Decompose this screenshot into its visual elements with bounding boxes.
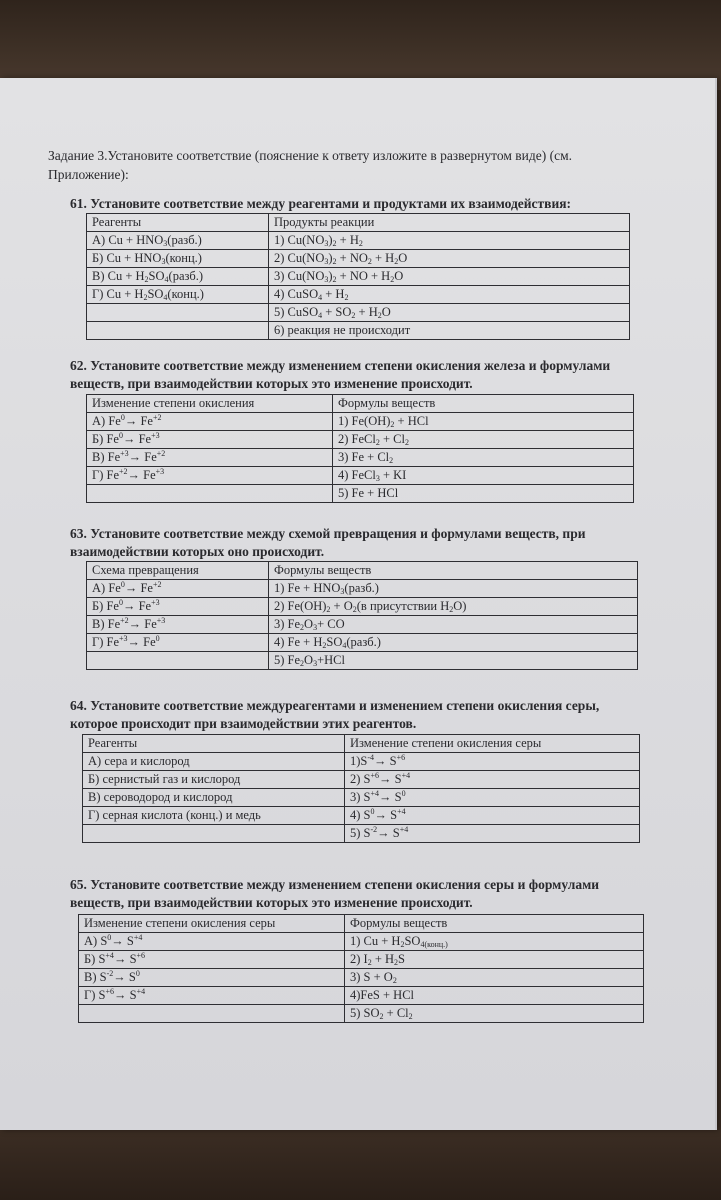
left-cell: В) $Fe^{+2}\to Fe^{+3}$ — [87, 616, 269, 634]
right-cell: 4) $Fe + H_2SO_4(разб.)$ — [269, 634, 638, 652]
right-cell: 4) $S^0\to S^{+4}$ — [345, 807, 640, 825]
left-column-header: Реагенты — [87, 214, 269, 232]
question-64-table — [82, 734, 640, 843]
table-row — [87, 598, 638, 616]
table-row — [83, 825, 640, 843]
table-row — [79, 933, 644, 951]
left-cell — [87, 485, 333, 503]
left-cell: Г) $Fe^{+3}\to Fe^0$ — [87, 634, 269, 652]
left-cell: Б) $S^{+4}\to S^{+6}$ — [79, 951, 345, 969]
question-number: 61. — [70, 196, 87, 211]
left-cell: А) $Fe^0\to Fe^{+2}$ — [87, 413, 333, 431]
question-62-title — [70, 357, 660, 393]
question-text: Установите соответствие междуреагентами и изменением степени окисления серы, которое происходит при взаимодействии этих реагентов. — [70, 698, 600, 731]
header-row — [87, 395, 634, 413]
table-row — [87, 232, 630, 250]
right-cell: 5) $SO_2 + Cl_2$ — [345, 1005, 644, 1023]
left-column-header: Изменение степени окисления серы — [79, 915, 345, 933]
table-row — [79, 987, 644, 1005]
question-number: 64. — [70, 698, 87, 713]
right-cell: 6) реакция не происходит — [269, 322, 630, 340]
question-number: 62. — [70, 358, 87, 373]
table-row — [83, 753, 640, 771]
right-cell: 2) $I_2 + H_2S$ — [345, 951, 644, 969]
left-cell: Б) $Cu + HNO_3(конц.)$ — [87, 250, 269, 268]
left-cell — [87, 304, 269, 322]
table-row — [79, 951, 644, 969]
right-column-header: Формулы веществ — [333, 395, 634, 413]
right-cell: 4) FeCl$_3$ + KI — [333, 467, 634, 485]
right-column-header: Формулы веществ — [269, 562, 638, 580]
question-63-table — [86, 561, 638, 670]
right-cell: 3) $S + O_2$ — [345, 969, 644, 987]
question-text: Установите соответствие между изменением степени окисления серы и формулами веществ, при взаимодействии которых это изменение происходит. — [70, 877, 600, 910]
table-row — [87, 467, 634, 485]
table-row — [87, 268, 630, 286]
left-cell — [87, 652, 269, 670]
table-row — [79, 969, 644, 987]
table-row — [83, 789, 640, 807]
right-cell: 5) CuSO$_4$ + $SO_2 + H_2O$ — [269, 304, 630, 322]
question-61-table — [86, 213, 630, 340]
question-number: 65. — [70, 877, 87, 892]
left-cell — [79, 1005, 345, 1023]
right-cell: 3) $S^{+4}\to S^0$ — [345, 789, 640, 807]
left-cell: А) $Cu + HNO_3(разб.)$ — [87, 232, 269, 250]
question-65-table — [78, 914, 644, 1023]
right-cell: 5) Fe + HCl — [333, 485, 634, 503]
left-cell: Г) $S^{+6}\to S^{+4}$ — [79, 987, 345, 1005]
left-cell: В) $Fe^{+3}\to Fe^{+2}$ — [87, 449, 333, 467]
right-cell: 3) $Fe + Cl_2$ — [333, 449, 634, 467]
left-cell: Г) $Cu + H_2SO_4(конц.)$ — [87, 286, 269, 304]
table-row — [87, 322, 630, 340]
right-cell: 2) $Cu(NO_3)_2 + NO_2 + H_2O$ — [269, 250, 630, 268]
table-row — [87, 652, 638, 670]
question-text: Установите соответствие между изменением степени окисления железа и формулами веществ, при взаимодействии которых это изменение происходит. — [70, 358, 611, 391]
right-cell: 2) $S^{+6}\to S^{+4}$ — [345, 771, 640, 789]
right-cell: 1) $Fe + HNO_3(разб.)$ — [269, 580, 638, 598]
task-intro: Задание 3.Установите соответствие (пояснение к ответу изложите в развернутом виде) (см. Приложение): — [48, 148, 573, 182]
left-cell: В) $Cu + H_2SO_4(разб.)$ — [87, 268, 269, 286]
question-61-title — [70, 195, 630, 213]
question-64-title — [70, 697, 650, 733]
right-cell: 1) $Cu(NO_3)_2 + H_2$ — [269, 232, 630, 250]
table-row — [87, 413, 634, 431]
right-cell: 3) $Fe_2O_3+$ CO — [269, 616, 638, 634]
header-row — [87, 214, 630, 232]
question-text: Установите соответствие между реагентами и продуктами их взаимодействия: — [90, 196, 572, 211]
right-column-header: Формулы веществ — [345, 915, 644, 933]
table-row — [87, 250, 630, 268]
table-row — [83, 771, 640, 789]
right-cell: 1) $Cu + H_2SO_{4(конц.)}$ — [345, 933, 644, 951]
left-column-header: Схема превращения — [87, 562, 269, 580]
left-column-header: Реагенты — [83, 735, 345, 753]
question-text: Установите соответствие между схемой превращения и формулами веществ, при взаимодействии которых оно происходит. — [70, 526, 586, 559]
question-65-title — [70, 876, 650, 912]
question-63-title — [70, 525, 630, 561]
header-row — [83, 735, 640, 753]
left-cell: Г) серная кислота (конц.) и медь — [83, 807, 345, 825]
left-cell: Б) $Fe^0\to Fe^{+3}$ — [87, 431, 333, 449]
header-row — [79, 915, 644, 933]
right-cell: 2) $Fe(OH)_2 + O_2(в$ присутствии $H_2O$) — [269, 598, 638, 616]
left-cell: В) сероводород и кислород — [83, 789, 345, 807]
left-cell: В) $S^{-2}\to S^0$ — [79, 969, 345, 987]
question-number: 63. — [70, 526, 87, 541]
table-row — [87, 580, 638, 598]
table-row — [87, 485, 634, 503]
background-bottom — [0, 1130, 721, 1200]
table-row — [87, 304, 630, 322]
table-row — [87, 449, 634, 467]
table-row — [87, 616, 638, 634]
right-cell: 4) CuSO$_4$ + $H_2$ — [269, 286, 630, 304]
right-cell: 5) $S^{-2}\to S^{+4}$ — [345, 825, 640, 843]
right-cell: 1) $Fe(OH)_2$ + HCl — [333, 413, 634, 431]
left-cell: А) $Fe^0\to Fe^{+2}$ — [87, 580, 269, 598]
left-cell: А) $S^0\to S^{+4}$ — [79, 933, 345, 951]
left-cell: А) сера и кислород — [83, 753, 345, 771]
table-row — [87, 286, 630, 304]
question-62-table — [86, 394, 634, 503]
left-column-header: Изменение степени окисления — [87, 395, 333, 413]
right-column-header: Изменение степени окисления серы — [345, 735, 640, 753]
right-cell: 3) $Cu(NO_3)_2$ + NO + $H_2O$ — [269, 268, 630, 286]
table-row — [87, 431, 634, 449]
left-cell: Б) $Fe^0\to Fe^{+3}$ — [87, 598, 269, 616]
table-row — [79, 1005, 644, 1023]
right-cell: 5) $Fe_2O_3+HCl$ — [269, 652, 638, 670]
right-column-header: Продукты реакции — [269, 214, 630, 232]
left-cell — [87, 322, 269, 340]
left-cell: Б) сернистый газ и кислород — [83, 771, 345, 789]
right-cell: 2) FeCl$_2$ + $Cl_2$ — [333, 431, 634, 449]
table-row — [83, 807, 640, 825]
left-cell: Г) $Fe^{+2}\to Fe^{+3}$ — [87, 467, 333, 485]
table-row — [87, 634, 638, 652]
right-cell: 4)FeS + HCl — [345, 987, 644, 1005]
left-cell — [83, 825, 345, 843]
header-row — [87, 562, 638, 580]
right-cell: $1)S^{-4}\to S^{+6}$ — [345, 753, 640, 771]
